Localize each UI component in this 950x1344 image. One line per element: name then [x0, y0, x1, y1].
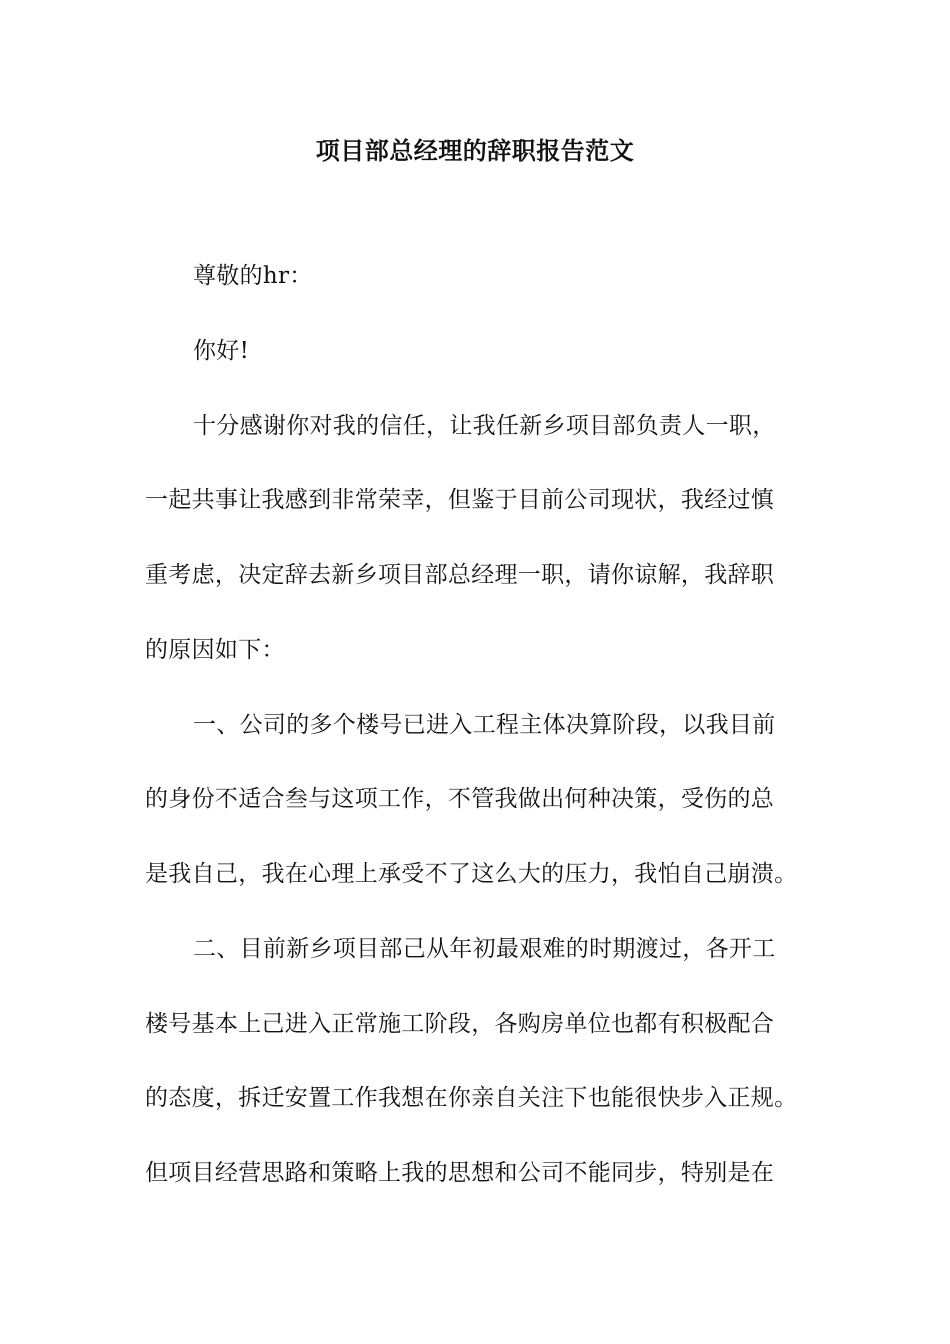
body-line: 楼号基本上己进入正常施工阶段，各购房单位也都有积极配合: [145, 1011, 775, 1037]
body-line: 一起共事让我感到非常荣幸，但鉴于目前公司现状，我经过慎: [145, 487, 775, 513]
document-title: 项目部总经理的辞职报告范文: [315, 137, 635, 165]
body-line: 的原因如下：: [145, 637, 285, 663]
body-line: 十分感谢你对我的信任，让我任新乡项目部负责人一职，: [193, 413, 776, 439]
body-line: 是我自己，我在心理上承受不了这么大的压力，我怕自己崩溃。: [145, 861, 798, 887]
body-line: 重考虑，决定辞去新乡项目部总经理一职，请你谅解，我辞职: [145, 562, 775, 588]
body-line: 一、公司的多个楼号已进入工程主体决算阶段，以我目前: [193, 712, 776, 738]
body-line: 的态度，拆迁安置工作我想在你亲自关注下也能很快步入正规。: [145, 1085, 798, 1111]
body-line: 二、目前新乡项目部己从年初最艰难的时期渡过，各开工: [193, 936, 776, 962]
body-line: 但项目经营思路和策略上我的思想和公司不能同步，特别是在: [145, 1160, 775, 1186]
body-line: 的身份不适合叁与这项工作，不管我做出何种决策，受伤的总: [145, 786, 775, 812]
salutation-line: 尊敬的hr：: [193, 263, 313, 289]
greeting-line: 你好!: [193, 338, 250, 364]
